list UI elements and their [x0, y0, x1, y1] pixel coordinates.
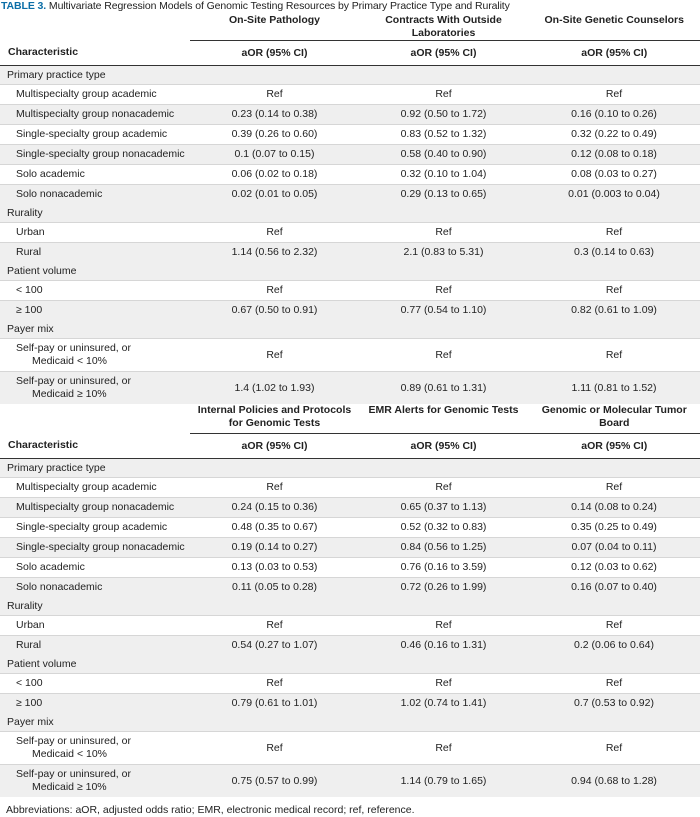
row-label: Multispecialty group nonacademic: [0, 105, 190, 125]
row-label: Single-specialty group nonacademic: [0, 538, 190, 558]
aor-value: Ref: [190, 223, 359, 243]
table-title: Multivariate Regression Models of Genomic Testing Resources by Primary Practice Type and Rurality: [48, 0, 510, 12]
section-row: [0, 320, 700, 339]
panel1-subheader-row: [0, 41, 700, 66]
aor-value: 0.46 (0.16 to 1.31): [359, 636, 528, 656]
table-row: [0, 694, 700, 714]
aor-value: 0.76 (0.16 to 3.59): [359, 558, 528, 578]
aor-value: 0.84 (0.56 to 1.25): [359, 538, 528, 558]
aor-value: 0.23 (0.14 to 0.38): [190, 105, 359, 125]
aor-value: 0.24 (0.15 to 0.36): [190, 498, 359, 518]
aor-value: Ref: [359, 478, 528, 498]
row-label-line: Self-pay or uninsured, or: [16, 375, 131, 387]
table-row: [0, 165, 700, 185]
aor-value: 0.32 (0.22 to 0.49): [528, 125, 700, 145]
table-row: [0, 105, 700, 125]
aor-value: Ref: [359, 732, 528, 765]
outcome-header: On-Site Genetic Counselors: [528, 13, 700, 41]
table-label: TABLE 3.: [1, 0, 47, 12]
aor-value: 0.16 (0.10 to 0.26): [528, 105, 700, 125]
aor-value: Ref: [528, 674, 700, 694]
table-row: [0, 301, 700, 321]
row-label: Solo nonacademic: [0, 578, 190, 598]
section-label: Payer mix: [0, 713, 700, 732]
table-row: [0, 281, 700, 301]
footnote: Abbreviations: aOR, adjusted odds ratio; EMR, electronic medical record; ref, reference.: [6, 804, 415, 816]
panel2-subheader-row: [0, 434, 700, 459]
row-label-line: Medicaid ≥ 10%: [32, 781, 107, 793]
aor-header: aOR (95% CI): [528, 434, 700, 459]
table-row: [0, 125, 700, 145]
section-label: Rurality: [0, 204, 700, 223]
aor-value: 0.14 (0.08 to 0.24): [528, 498, 700, 518]
outcome-header: Genomic or Molecular Tumor Board: [528, 404, 700, 434]
aor-value: Ref: [190, 616, 359, 636]
outcome-header: Contracts With Outside Laboratories: [359, 13, 528, 41]
row-label: < 100: [0, 674, 190, 694]
characteristic-header: Characteristic: [0, 41, 190, 66]
section-row: [0, 204, 700, 223]
aor-value: 0.35 (0.25 to 0.49): [528, 518, 700, 538]
table-row: [0, 223, 700, 243]
table-caption: [0, 0, 700, 13]
aor-value: Ref: [528, 732, 700, 765]
row-label: ≥ 100: [0, 694, 190, 714]
aor-value: 1.11 (0.81 to 1.52): [528, 372, 700, 405]
aor-value: 0.12 (0.03 to 0.62): [528, 558, 700, 578]
aor-value: Ref: [190, 339, 359, 372]
row-label-line: Medicaid ≥ 10%: [32, 388, 107, 400]
aor-value: 0.29 (0.13 to 0.65): [359, 185, 528, 205]
table-row: [0, 498, 700, 518]
aor-value: 0.06 (0.02 to 0.18): [190, 165, 359, 185]
aor-value: 0.16 (0.07 to 0.40): [528, 578, 700, 598]
outcome-header: EMR Alerts for Genomic Tests: [359, 404, 528, 434]
row-label: Single-specialty group academic: [0, 518, 190, 538]
table-row: [0, 636, 700, 656]
aor-value: 0.32 (0.10 to 1.04): [359, 165, 528, 185]
aor-value: Ref: [528, 616, 700, 636]
aor-value: 0.07 (0.04 to 0.11): [528, 538, 700, 558]
aor-value: Ref: [359, 674, 528, 694]
section-row: [0, 262, 700, 281]
regression-table: [0, 13, 700, 797]
section-label: Payer mix: [0, 320, 700, 339]
table-row: [0, 538, 700, 558]
aor-value: Ref: [190, 85, 359, 105]
table-row: [0, 339, 700, 372]
aor-value: 0.89 (0.61 to 1.31): [359, 372, 528, 405]
aor-value: Ref: [190, 732, 359, 765]
table-row: [0, 185, 700, 205]
row-label: Single-specialty group academic: [0, 125, 190, 145]
table-row: [0, 243, 700, 263]
aor-value: 0.77 (0.54 to 1.10): [359, 301, 528, 321]
characteristic-header: Characteristic: [0, 434, 190, 459]
aor-value: 0.92 (0.50 to 1.72): [359, 105, 528, 125]
blank-header-cell: [0, 404, 190, 434]
aor-header: aOR (95% CI): [190, 434, 359, 459]
outcome-header: On-Site Pathology: [190, 13, 359, 41]
aor-value: Ref: [528, 85, 700, 105]
aor-value: Ref: [359, 339, 528, 372]
table-row: [0, 372, 700, 405]
aor-value: 0.83 (0.52 to 1.32): [359, 125, 528, 145]
table-row: [0, 674, 700, 694]
aor-value: Ref: [528, 223, 700, 243]
aor-value: 0.19 (0.14 to 0.27): [190, 538, 359, 558]
aor-value: Ref: [359, 616, 528, 636]
row-label-line: Self-pay or uninsured, or: [16, 342, 131, 354]
aor-value: Ref: [190, 478, 359, 498]
aor-value: 0.54 (0.27 to 1.07): [190, 636, 359, 656]
panel2-outcome-header-row: [0, 404, 700, 434]
aor-header: aOR (95% CI): [359, 41, 528, 66]
aor-header: aOR (95% CI): [190, 41, 359, 66]
row-label: Solo academic: [0, 165, 190, 185]
row-label: Single-specialty group nonacademic: [0, 145, 190, 165]
row-label-line: Medicaid < 10%: [32, 748, 108, 760]
row-label: Multispecialty group academic: [0, 85, 190, 105]
section-row: [0, 597, 700, 616]
blank-header-cell: [0, 13, 190, 41]
aor-value: Ref: [528, 478, 700, 498]
aor-value: 0.75 (0.57 to 0.99): [190, 765, 359, 798]
outcome-header: Internal Policies and Protocols for Genomic Tests: [190, 404, 359, 434]
aor-value: 0.08 (0.03 to 0.27): [528, 165, 700, 185]
row-label: Solo nonacademic: [0, 185, 190, 205]
aor-value: 0.82 (0.61 to 1.09): [528, 301, 700, 321]
section-label: Primary practice type: [0, 66, 700, 85]
aor-value: 0.39 (0.26 to 0.60): [190, 125, 359, 145]
row-label: Urban: [0, 223, 190, 243]
section-label: Rurality: [0, 597, 700, 616]
aor-value: 0.12 (0.08 to 0.18): [528, 145, 700, 165]
row-label: Multispecialty group academic: [0, 478, 190, 498]
aor-value: 0.1 (0.07 to 0.15): [190, 145, 359, 165]
aor-value: Ref: [528, 281, 700, 301]
panel1-outcome-header-row: [0, 13, 700, 41]
aor-value: 1.14 (0.56 to 2.32): [190, 243, 359, 263]
row-label-line: Medicaid < 10%: [32, 355, 108, 367]
row-label: < 100: [0, 281, 190, 301]
row-label-line: Self-pay or uninsured, or: [16, 735, 131, 747]
aor-header: aOR (95% CI): [528, 41, 700, 66]
aor-value: 0.94 (0.68 to 1.28): [528, 765, 700, 798]
row-label: [0, 765, 190, 798]
table-row: [0, 765, 700, 798]
aor-value: 0.67 (0.50 to 0.91): [190, 301, 359, 321]
aor-value: 1.4 (1.02 to 1.93): [190, 372, 359, 405]
aor-value: 0.72 (0.26 to 1.99): [359, 578, 528, 598]
aor-value: 1.02 (0.74 to 1.41): [359, 694, 528, 714]
aor-value: 0.52 (0.32 to 0.83): [359, 518, 528, 538]
aor-value: Ref: [359, 281, 528, 301]
aor-value: 0.65 (0.37 to 1.13): [359, 498, 528, 518]
aor-value: 0.58 (0.40 to 0.90): [359, 145, 528, 165]
aor-value: 1.14 (0.79 to 1.65): [359, 765, 528, 798]
row-label: ≥ 100: [0, 301, 190, 321]
table-row: [0, 518, 700, 538]
section-label: Primary practice type: [0, 459, 700, 478]
table-row: [0, 616, 700, 636]
table-row: [0, 558, 700, 578]
section-label: Patient volume: [0, 262, 700, 281]
section-row: [0, 713, 700, 732]
aor-value: Ref: [359, 85, 528, 105]
aor-value: 0.11 (0.05 to 0.28): [190, 578, 359, 598]
table-row: [0, 145, 700, 165]
aor-value: 0.02 (0.01 to 0.05): [190, 185, 359, 205]
aor-value: Ref: [359, 223, 528, 243]
aor-value: Ref: [190, 674, 359, 694]
row-label: Rural: [0, 636, 190, 656]
aor-value: 2.1 (0.83 to 5.31): [359, 243, 528, 263]
section-label: Patient volume: [0, 655, 700, 674]
section-row: [0, 655, 700, 674]
aor-value: 0.48 (0.35 to 0.67): [190, 518, 359, 538]
aor-value: 0.2 (0.06 to 0.64): [528, 636, 700, 656]
aor-value: 0.3 (0.14 to 0.63): [528, 243, 700, 263]
aor-value: 0.79 (0.61 to 1.01): [190, 694, 359, 714]
aor-value: Ref: [190, 281, 359, 301]
row-label: Urban: [0, 616, 190, 636]
table-row: [0, 578, 700, 598]
aor-value: 0.13 (0.03 to 0.53): [190, 558, 359, 578]
aor-value: 0.01 (0.003 to 0.04): [528, 185, 700, 205]
row-label: Rural: [0, 243, 190, 263]
aor-value: 0.7 (0.53 to 0.92): [528, 694, 700, 714]
table-row: [0, 85, 700, 105]
section-row: [0, 459, 700, 478]
section-row: [0, 66, 700, 85]
row-label: [0, 732, 190, 765]
row-label: Solo academic: [0, 558, 190, 578]
row-label: [0, 339, 190, 372]
row-label: [0, 372, 190, 405]
row-label: Multispecialty group nonacademic: [0, 498, 190, 518]
aor-value: Ref: [528, 339, 700, 372]
row-label-line: Self-pay or uninsured, or: [16, 768, 131, 780]
table-row: [0, 478, 700, 498]
table-row: [0, 732, 700, 765]
aor-header: aOR (95% CI): [359, 434, 528, 459]
